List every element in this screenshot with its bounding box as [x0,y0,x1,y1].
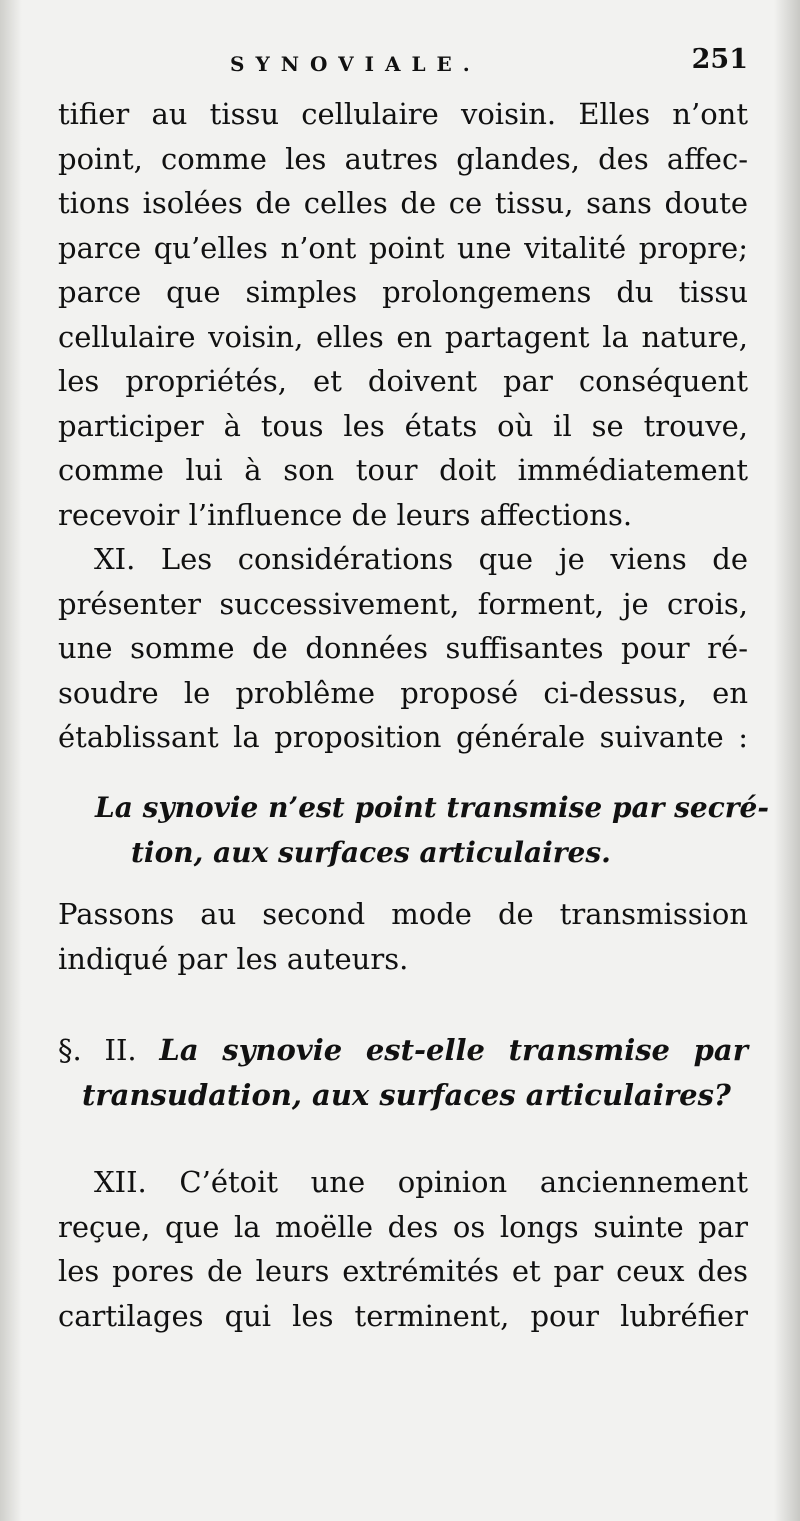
section-heading [58,1028,748,1117]
text-line: présenter successivement, forment, je crois, [58,586,748,621]
text-line: parce que simples prolongemens du tissu [58,275,748,309]
paragraph-xii [58,1160,748,1338]
text-line: reçue, que la moëlle des os longs suinte par [58,1209,748,1244]
proposition-line: La synovie n’est point transmise par secré- [95,791,769,824]
text-line: participer à tous les états où il se trouve, [58,408,748,443]
section-heading-line [58,1028,748,1073]
proposition-line: tion, aux surfaces articulaires. [131,835,611,869]
running-head: SYNOVIALE. [230,52,481,76]
paragraph-transition [58,892,748,981]
paragraph-xi [58,537,748,760]
text-line: les propriétés, et doivent par conséquent [58,364,748,398]
text-line: XI. Les considérations que je viens de [94,542,748,576]
text-line: une somme de données suffisantes pour ré- [58,631,748,665]
text-line: tions isolées de celles de ce tissu, sans doute [58,186,748,220]
section-title: La synovie est-elle transmise par [159,1033,748,1067]
text-line: soudre le problême proposé ci-dessus, en [58,675,748,710]
text-line: parce qu’elles n’ont point une vitalité propre; [58,230,748,265]
text-line: les pores de leurs extrémités et par ceux des [58,1254,748,1288]
text-line: établissant la proposition générale suivante : [58,720,748,754]
text-line: XII. C’étoit une opinion anciennement [94,1165,748,1199]
text-line: recevoir l’influence de leurs affections. [58,497,633,532]
text-line: indiqué par les auteurs. [58,941,409,976]
text-line: comme lui à son tour doit immédiatement [58,453,748,487]
text-line: tifier au tissu cellulaire voisin. Elles n’ont [58,97,748,131]
text-line: cartilages qui les terminent, pour lubréfier [58,1298,748,1333]
text-line: cellulaire voisin, elles en partagent la nature, [58,319,748,354]
page-number: 251 [691,44,748,75]
text-line: Passons au second mode de transmission [58,897,748,931]
text-line: point, comme les autres glandes, des affec- [58,141,748,176]
section-label: §. II. [58,1033,137,1067]
paragraph-continuation [58,92,748,537]
proposition-statement [95,786,769,875]
section-title-line: transudation, aux surfaces articulaires? [82,1077,731,1112]
